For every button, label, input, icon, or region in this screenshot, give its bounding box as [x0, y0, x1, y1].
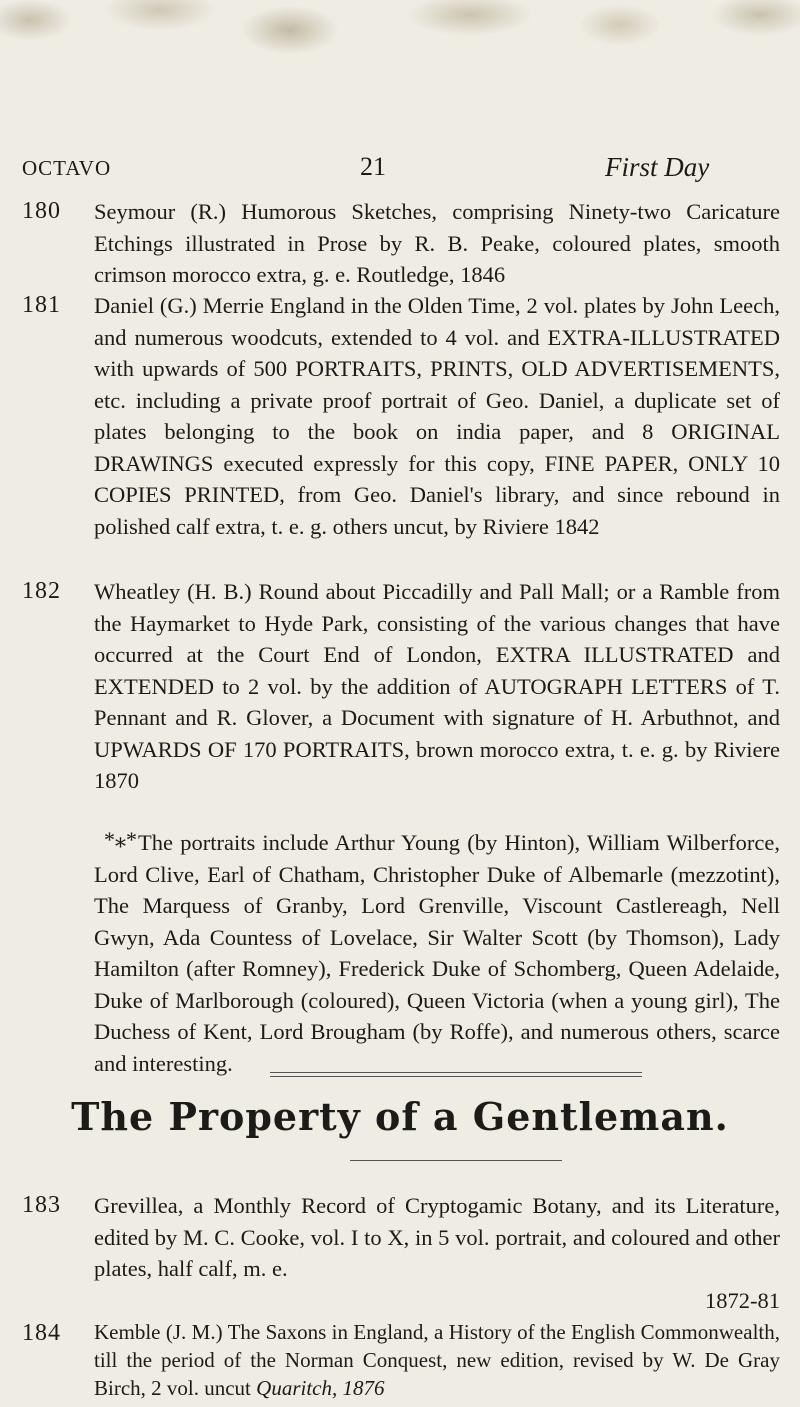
lot-description: Wheatley (H. B.) Round about Piccadilly and Pall Mall; or a Ramble from the Haymarket to Hyde Park, consisting of the various changes that have occurred at the Court End of London, EXTRA ILLUSTRATED and EXTENDED to 2 vol. by the addition of AUTOGRAPH LETTERS of T. Pennant and R. Glover, a Document with signature of H. Arbuthnot, and UPWARDS OF 170 PORTRAITS, brown morocco extra, t. e. g. by Riviere 1870 [94, 579, 780, 793]
lot-number: 183 [22, 1192, 61, 1218]
section-rule-top [270, 1072, 642, 1077]
lot-note: The portraits include Arthur Young (by Hinton), William Wilberforce, Lord Clive, Earl of Chatham, Christopher Duke of Albemarle (mezzotint), The Marquess of Granby, Lord Grenville, Viscount Castlereagh, Nell Gwyn, Ada Countess of Lovelace, Sir Walter Scott (by Thomson), Lady Hamilton (after Romney), Frederick Duke of Schomberg, Queen Adelaide, Duke of Marlborough (coloured), Queen Victoria (when a young girl), The Duchess of Kent, Lord Brougham (by Roffe), and numerous others, scarce and interesting. [94, 830, 780, 1076]
lot-number: 184 [22, 1320, 61, 1346]
lot-description: Seymour (R.) Humorous Sketches, comprising Ninety-two Caricature Etchings illustrated in Prose by R. B. Peake, coloured plates, smooth crimson morocco extra, g. e. Routledge, 1846 [94, 199, 780, 287]
lot-date: 1872-81 [705, 1287, 780, 1313]
lot-text: Kemble (J. M.) The Saxons in England, a History of the English Commonwealth, till the period of the Norman Conquest, new edition, revised by W. De Gray Birch, 2 vol. uncut [94, 1320, 780, 1400]
section-title: The Property of a Gentleman. [71, 1094, 729, 1139]
lot-number: 180 [22, 198, 61, 224]
lot-description: Daniel (G.) Merrie England in the Olden Time, 2 vol. plates by John Leech, and numerous woodcuts, extended to 4 vol. and EXTRA-ILLUSTRATED with upwards of 500 PORTRAITS, PRINTS, OLD ADVERTISEMENTS, etc. including a private proof portrait of Geo. Daniel, a duplicate set of plates belonging to the book on india paper, and 8 ORIGINAL DRAWINGS executed expressly for this copy, FINE PAPER, ONLY 10 COPIES PRINTED, from Geo. Daniel's library, and since rebound in polished calf extra, t. e. g. others uncut, by Riviere 1842 [94, 293, 780, 539]
section-rule-bottom [350, 1160, 562, 1161]
lot-description [94, 1190, 780, 1316]
note-mark: *⁎* [104, 827, 137, 852]
page-header [0, 148, 800, 188]
lot-text: Grevillea, a Monthly Record of Cryptogamic Botany, and its Literature, edited by M. C. Cooke, vol. I to X, in 5 vol. portrait, and coloured and other plates, half calf, m. e. [94, 1193, 780, 1281]
lot-date: Quaritch, 1876 [256, 1376, 385, 1400]
lot-number: 181 [22, 292, 61, 318]
format-label: OCTAVO [22, 156, 112, 180]
page-stain [0, 0, 800, 80]
page-number: 21 [360, 152, 386, 181]
sale-day: First Day [605, 152, 710, 182]
lot-number: 182 [22, 578, 61, 604]
lot-description [94, 1318, 780, 1402]
